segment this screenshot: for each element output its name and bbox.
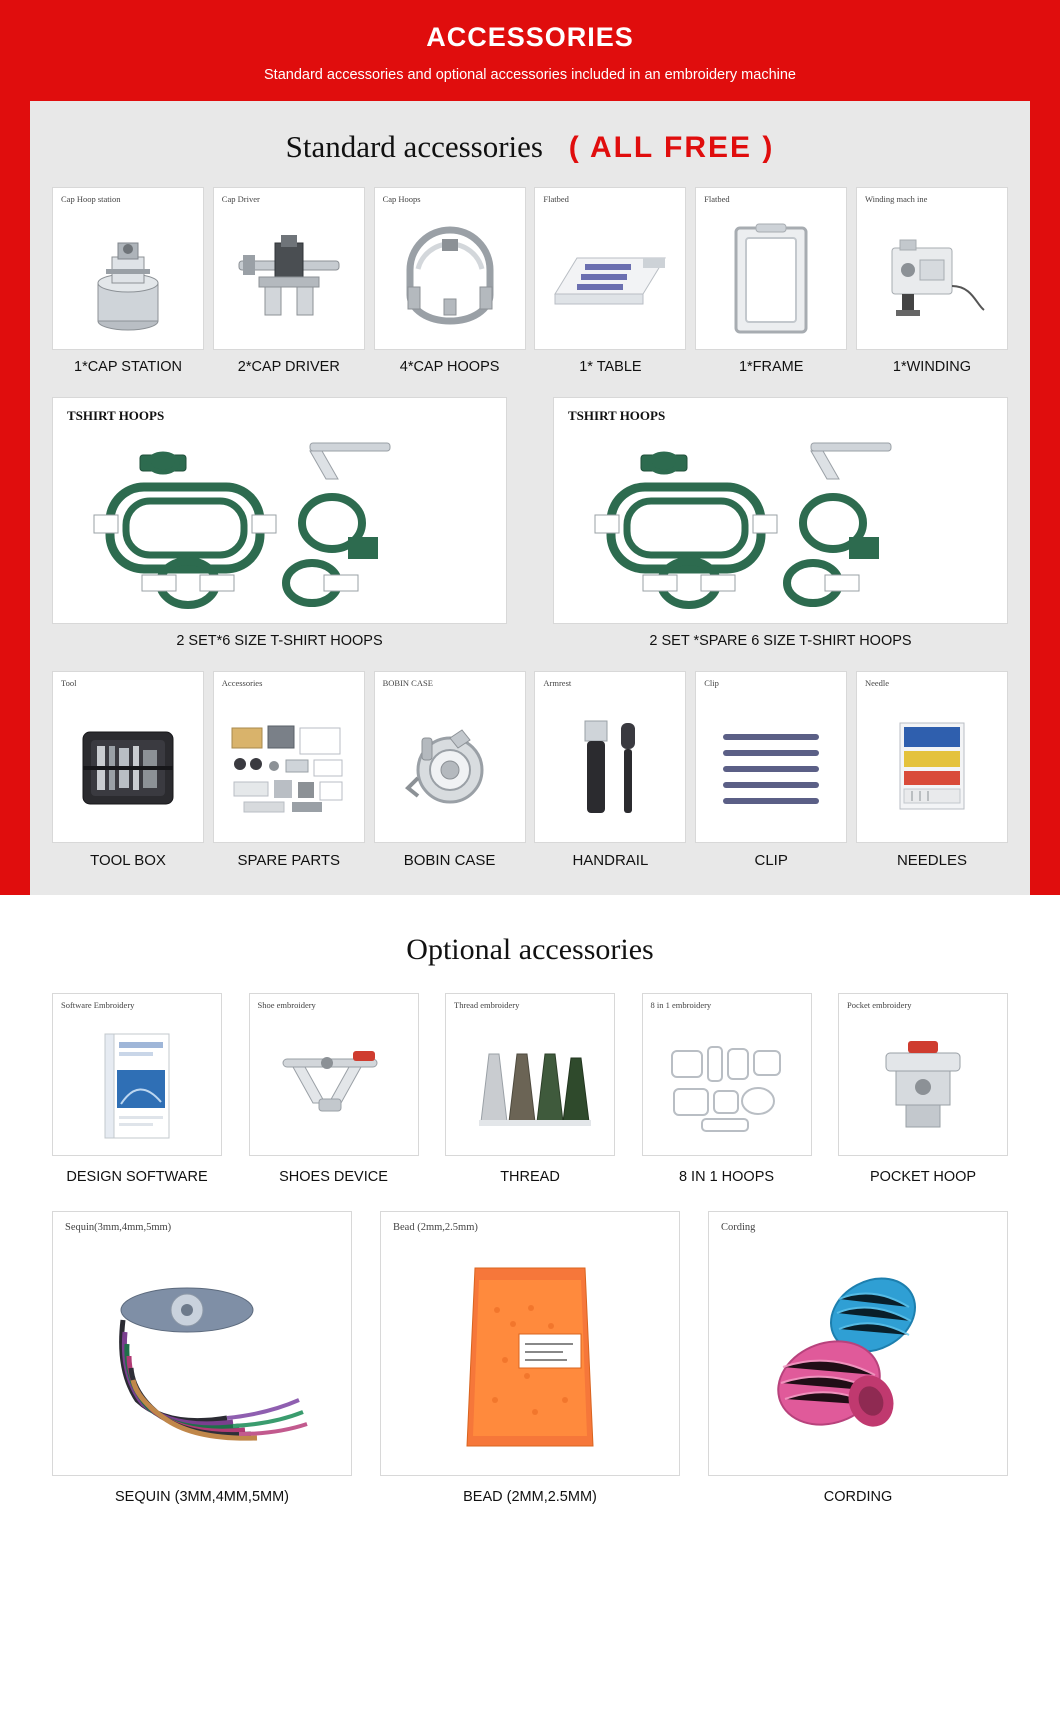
card-tag: Winding mach ine — [864, 194, 928, 204]
bead-card — [380, 1211, 680, 1476]
accessory-label: BEAD (2MM,2.5MM) — [463, 1489, 597, 1505]
accessory-item — [52, 187, 204, 375]
accessory-item — [534, 187, 686, 375]
eight-in-one-hoops-card — [642, 993, 812, 1156]
accessory-item — [695, 187, 847, 375]
cap-hoops-card — [374, 187, 526, 350]
page-title: ACCESSORIES — [426, 22, 634, 52]
accessory-label: 1*FRAME — [738, 359, 804, 375]
frame-card — [695, 187, 847, 350]
accessory-label: 2 SET*6 SIZE T-SHIRT HOOPS — [176, 633, 383, 649]
accessory-label: TOOL BOX — [90, 852, 166, 869]
accessory-item — [52, 1211, 352, 1505]
accessory-label: CORDING — [823, 1489, 893, 1505]
tool-box-card — [52, 671, 204, 843]
accessory-label: 8 IN 1 HOOPS — [678, 1169, 775, 1185]
design-software-card — [52, 993, 222, 1156]
accessory-item — [213, 671, 365, 869]
card-tag: Clip — [704, 678, 719, 688]
card-tag: Flatbed — [704, 194, 730, 204]
accessory-label: DESIGN SOFTWARE — [66, 1169, 208, 1185]
cap-hoops-icon — [375, 210, 525, 349]
needles-card — [856, 671, 1008, 843]
accessory-item — [856, 671, 1008, 869]
sequin-reel-icon — [53, 1234, 351, 1475]
card-tag: Cap Driver — [221, 194, 260, 204]
all-free-badge: ( ALL FREE ) — [568, 131, 775, 164]
needles-icon — [857, 694, 1007, 842]
pocket-hoop-card — [838, 993, 1008, 1156]
winding-machine-icon — [857, 210, 1007, 349]
accessory-item — [856, 187, 1008, 375]
card-tag: Cording — [721, 1222, 756, 1233]
thread-card — [445, 993, 615, 1156]
software-box-icon — [53, 1016, 221, 1155]
accessory-item — [838, 993, 1008, 1185]
spare-parts-card — [213, 671, 365, 843]
cap-driver-card — [213, 187, 365, 350]
card-tag: Thread embroidery — [454, 1000, 520, 1010]
card-tag: TSHIRT HOOPS — [568, 408, 666, 423]
frame-icon — [696, 210, 846, 349]
cording-spool-icon — [709, 1234, 1007, 1475]
standard-heading — [52, 129, 1008, 165]
handrail-card — [534, 671, 686, 843]
tshirt-hoops-card-2 — [553, 397, 1008, 624]
accessory-label: HANDRAIL — [572, 852, 649, 869]
bead-bag-icon — [381, 1234, 679, 1475]
accessory-item — [708, 1211, 1008, 1505]
cap-station-icon — [53, 210, 203, 349]
accessory-label: NEEDLES — [896, 852, 967, 869]
accessory-label: 2 SET *SPARE 6 SIZE T-SHIRT HOOPS — [649, 633, 912, 649]
clip-card — [695, 671, 847, 843]
accessory-label: 1* TABLE — [579, 359, 642, 375]
card-tag: Tool — [61, 678, 77, 688]
accessory-label: 1*WINDING — [892, 359, 972, 375]
card-tag: Shoe embroidery — [257, 1000, 316, 1010]
accessory-label: 1*CAP STATION — [74, 359, 182, 375]
optional-heading: Optional accessories — [406, 933, 654, 966]
card-tag: Sequin(3mm,4mm,5mm) — [65, 1222, 172, 1233]
clip-icon — [696, 694, 846, 842]
optional-row-2 — [52, 1211, 1008, 1505]
accessory-item — [695, 671, 847, 869]
cap-station-card — [52, 187, 204, 350]
tool-box-icon — [53, 694, 203, 842]
card-tag: Armrest — [543, 678, 572, 688]
accessory-label: 4*CAP HOOPS — [399, 359, 500, 375]
card-tag: Flatbed — [543, 194, 569, 204]
accessory-item — [642, 993, 812, 1185]
optional-row-1 — [52, 993, 1008, 1185]
accessory-item — [445, 993, 615, 1185]
bobbin-case-icon — [375, 694, 525, 842]
cap-driver-icon — [214, 210, 364, 349]
thread-cones-icon — [446, 1016, 614, 1155]
card-tag: BOBIN CASE — [382, 678, 433, 688]
cording-card — [708, 1211, 1008, 1476]
accessory-label: POCKET HOOP — [869, 1169, 977, 1185]
card-tag: Pocket embroidery — [847, 1000, 912, 1010]
bobbin-case-card — [374, 671, 526, 843]
shoe-device-icon — [250, 1016, 418, 1155]
page-subtitle: Standard accessories and optional accessories included in an embroidery machine — [264, 67, 796, 83]
eight-in-one-hoops-icon — [643, 1016, 811, 1155]
standard-accessories-panel — [30, 101, 1030, 895]
accessory-item — [374, 187, 526, 375]
tshirt-hoops-icon — [53, 420, 506, 623]
accessory-item — [380, 1211, 680, 1505]
accessory-item — [374, 671, 526, 869]
accessory-item — [213, 187, 365, 375]
handrail-icon — [535, 694, 685, 842]
accessory-label: CLIP — [754, 852, 788, 869]
spare-parts-icon — [214, 694, 364, 842]
shoes-device-card — [249, 993, 419, 1156]
card-tag: TSHIRT HOOPS — [67, 408, 165, 423]
accessory-label: SPARE PARTS — [237, 852, 341, 869]
table-icon — [535, 210, 685, 349]
card-tag: Cap Hoops — [382, 194, 421, 204]
standard-row-1 — [52, 187, 1008, 375]
accessory-item — [534, 671, 686, 869]
pocket-hoop-icon — [839, 1016, 1007, 1155]
table-card — [534, 187, 686, 350]
card-tag: Bead (2mm,2.5mm) — [393, 1222, 478, 1233]
tshirt-hoops-card-1 — [52, 397, 507, 624]
accessory-item — [52, 397, 507, 649]
accessory-item — [52, 993, 222, 1185]
accessory-item — [52, 671, 204, 869]
standard-row-3 — [52, 671, 1008, 869]
accessory-label: THREAD — [500, 1169, 560, 1185]
standard-heading-text: Standard accessories — [285, 129, 543, 164]
accessory-item — [553, 397, 1008, 649]
winding-machine-card — [856, 187, 1008, 350]
accessory-label: 2*CAP DRIVER — [237, 359, 340, 375]
optional-accessories-section — [30, 895, 1030, 1535]
card-tag: Needle — [864, 678, 890, 688]
accessory-item — [249, 993, 419, 1185]
card-tag: Cap Hoop station — [61, 194, 121, 204]
accessory-label: SEQUIN (3MM,4MM,5MM) — [115, 1489, 289, 1505]
card-tag: 8 in 1 embroidery — [650, 1000, 712, 1010]
sequin-card — [52, 1211, 352, 1476]
card-tag: Accessories — [221, 678, 263, 688]
tshirt-hoops-icon — [554, 420, 1007, 623]
card-tag: Software Embroidery — [61, 1000, 135, 1010]
standard-hoops-row — [52, 397, 1008, 649]
accessory-label: SHOES DEVICE — [279, 1169, 388, 1185]
accessory-label: BOBIN CASE — [403, 852, 496, 869]
